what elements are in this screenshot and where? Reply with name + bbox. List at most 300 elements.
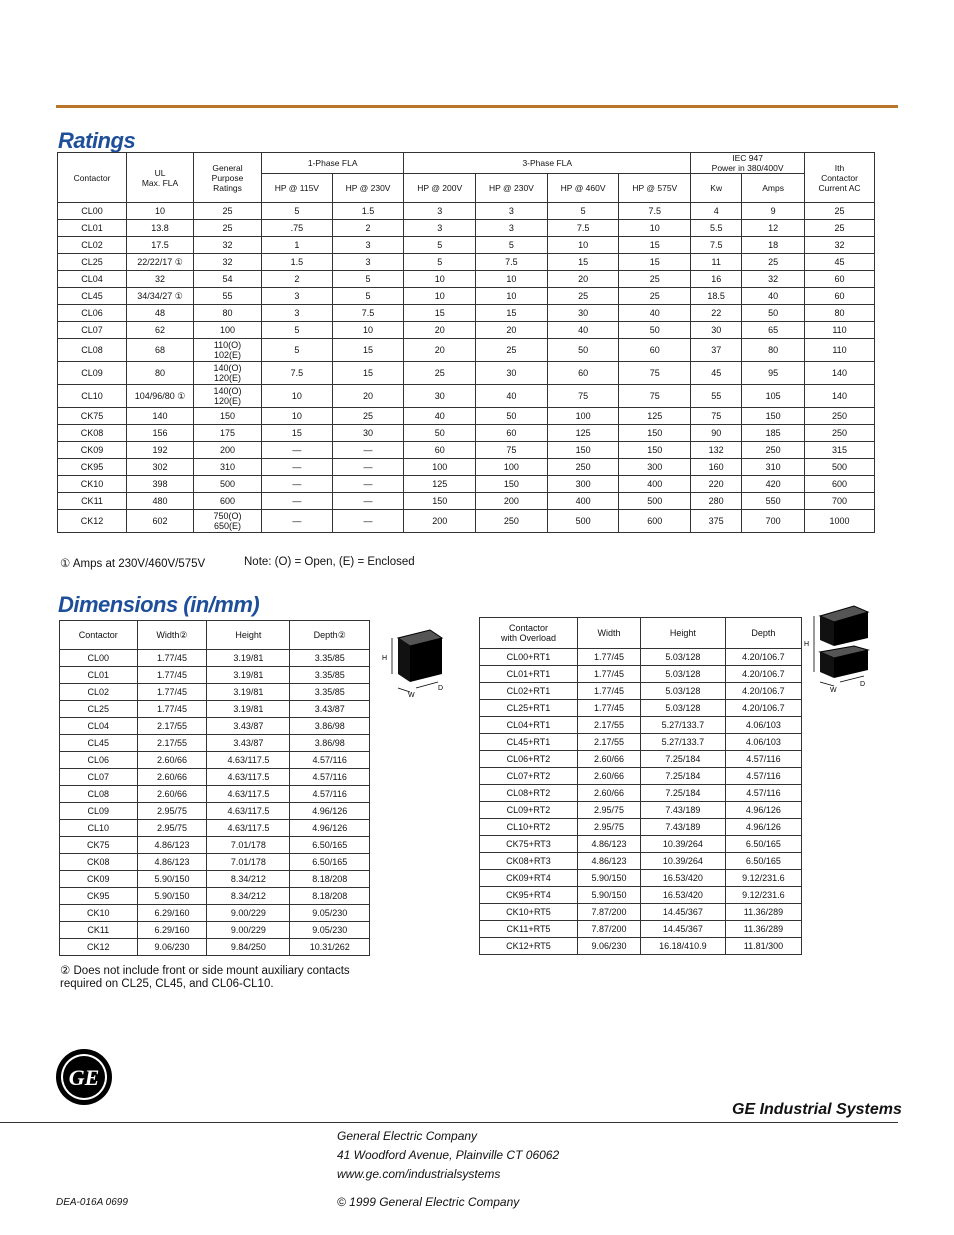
table-cell: 5 xyxy=(404,254,476,271)
table-cell: CL07 xyxy=(58,322,127,339)
table-cell: 55 xyxy=(194,288,262,305)
ratings-row xyxy=(58,339,875,362)
overload-row xyxy=(480,870,802,887)
table-cell: 3.43/87 xyxy=(290,701,370,718)
table-cell: 2.17/55 xyxy=(137,718,207,735)
table-cell: CL04 xyxy=(60,718,138,735)
table-cell: CK08+RT3 xyxy=(480,853,578,870)
table-cell: 32 xyxy=(194,254,262,271)
table-cell: 104/96/80 ① xyxy=(127,385,194,408)
table-cell: 40 xyxy=(619,305,691,322)
table-cell: 16.18/410.9 xyxy=(640,938,725,955)
table-cell: 10 xyxy=(619,220,691,237)
brand-name: GE Industrial Systems xyxy=(732,1101,902,1118)
dimensions-row xyxy=(60,922,370,939)
table-cell: CL09 xyxy=(60,803,138,820)
table-cell: CK75 xyxy=(60,837,138,854)
table-cell: 3.35/85 xyxy=(290,684,370,701)
table-cell: 310 xyxy=(194,459,262,476)
table-cell: 132 xyxy=(691,442,742,459)
table-cell: 6.50/165 xyxy=(290,837,370,854)
table-cell: 4.63/117.5 xyxy=(207,752,290,769)
table-cell: 600 xyxy=(194,493,262,510)
table-cell: 100 xyxy=(194,322,262,339)
dimensions-row xyxy=(60,871,370,888)
table-cell: 80 xyxy=(742,339,805,362)
table-cell: 9.05/230 xyxy=(290,905,370,922)
table-cell: 10 xyxy=(404,271,476,288)
table-cell: 3.43/87 xyxy=(207,735,290,752)
table-cell: CL02 xyxy=(60,684,138,701)
table-cell: 1 xyxy=(262,237,333,254)
table-cell: 3 xyxy=(332,254,404,271)
table-cell: 9.00/229 xyxy=(207,905,290,922)
overload-row xyxy=(480,734,802,751)
table-cell: 3.19/81 xyxy=(207,684,290,701)
table-cell: 100 xyxy=(404,459,476,476)
dimensions-row xyxy=(60,752,370,769)
cube2-w-label: W xyxy=(830,687,837,694)
dimensions-table xyxy=(59,620,370,956)
overload-row xyxy=(480,921,802,938)
col-contactor: Contactor xyxy=(58,153,127,203)
table-cell: 5 xyxy=(262,322,333,339)
table-cell: 2.60/66 xyxy=(137,769,207,786)
table-cell: 45 xyxy=(691,362,742,385)
column-header: Depth② xyxy=(290,621,370,650)
overload-row xyxy=(480,717,802,734)
table-cell: 1.77/45 xyxy=(137,667,207,684)
table-cell: 5 xyxy=(332,288,404,305)
table-cell: 250 xyxy=(547,459,619,476)
column-header: Width② xyxy=(137,621,207,650)
col-amps: Amps xyxy=(742,174,805,203)
table-cell: 10 xyxy=(547,237,619,254)
table-cell: 60 xyxy=(404,442,476,459)
overload-dimensions-table xyxy=(479,617,802,955)
table-cell: 4.63/117.5 xyxy=(207,820,290,837)
table-cell: 4.06/103 xyxy=(725,734,801,751)
table-cell: 4.86/123 xyxy=(577,836,640,853)
table-cell: 5.90/150 xyxy=(137,888,207,905)
table-cell: 5.90/150 xyxy=(577,887,640,904)
table-cell: — xyxy=(332,442,404,459)
table-cell: CK12 xyxy=(58,510,127,533)
table-cell: CL10+RT2 xyxy=(480,819,578,836)
table-cell: 22 xyxy=(691,305,742,322)
table-cell: 1.77/45 xyxy=(577,700,640,717)
table-cell: 140 xyxy=(127,408,194,425)
table-cell: 9.05/230 xyxy=(290,922,370,939)
table-cell: 18.5 xyxy=(691,288,742,305)
table-cell: 34/34/27 ① xyxy=(127,288,194,305)
table-cell: 55 xyxy=(691,385,742,408)
table-cell: 40 xyxy=(547,322,619,339)
table-cell: 500 xyxy=(194,476,262,493)
table-cell: 315 xyxy=(805,442,875,459)
table-cell: 140 xyxy=(805,362,875,385)
column-header: Contactor xyxy=(60,621,138,650)
table-cell: — xyxy=(262,442,333,459)
table-cell: 15 xyxy=(619,237,691,254)
table-cell: 700 xyxy=(805,493,875,510)
overload-row xyxy=(480,700,802,717)
table-cell: 150 xyxy=(404,493,476,510)
overload-row xyxy=(480,904,802,921)
table-cell: 140(O) 120(E) xyxy=(194,362,262,385)
ratings-row xyxy=(58,203,875,220)
table-cell: 4.96/126 xyxy=(725,819,801,836)
table-cell: 15 xyxy=(332,362,404,385)
table-cell: 7.25/184 xyxy=(640,751,725,768)
table-cell: CL07+RT2 xyxy=(480,768,578,785)
table-cell: 400 xyxy=(547,493,619,510)
table-cell: 400 xyxy=(619,476,691,493)
col-kw: Kw xyxy=(691,174,742,203)
table-cell: 2.95/75 xyxy=(577,802,640,819)
ratings-row xyxy=(58,362,875,385)
table-cell: 4.86/123 xyxy=(137,854,207,871)
table-cell: — xyxy=(262,476,333,493)
table-cell: CK09+RT4 xyxy=(480,870,578,887)
table-cell: 150 xyxy=(476,476,548,493)
table-cell: CK12+RT5 xyxy=(480,938,578,955)
table-cell: 3 xyxy=(404,203,476,220)
table-cell: CL09+RT2 xyxy=(480,802,578,819)
overload-row xyxy=(480,649,802,666)
table-cell: 156 xyxy=(127,425,194,442)
table-cell: 2.95/75 xyxy=(577,819,640,836)
table-cell: 40 xyxy=(742,288,805,305)
table-cell: 5.03/128 xyxy=(640,666,725,683)
table-cell: 7.01/178 xyxy=(207,854,290,871)
table-cell: 75 xyxy=(691,408,742,425)
table-cell: 13.8 xyxy=(127,220,194,237)
table-cell: CL09 xyxy=(58,362,127,385)
table-cell: 2.60/66 xyxy=(137,786,207,803)
table-cell: CL10 xyxy=(60,820,138,837)
table-cell: 75 xyxy=(476,442,548,459)
table-cell: 80 xyxy=(127,362,194,385)
table-cell: CL45+RT1 xyxy=(480,734,578,751)
table-cell: CK12 xyxy=(60,939,138,956)
table-cell: 375 xyxy=(691,510,742,533)
table-cell: CK11 xyxy=(60,922,138,939)
table-cell: 175 xyxy=(194,425,262,442)
table-cell: 10.39/264 xyxy=(640,853,725,870)
col-hp575: HP @ 575V xyxy=(619,174,691,203)
table-cell: 5 xyxy=(476,237,548,254)
table-cell: 480 xyxy=(127,493,194,510)
table-cell: 7.01/178 xyxy=(207,837,290,854)
table-cell: 3.19/81 xyxy=(207,701,290,718)
table-cell: 3 xyxy=(476,203,548,220)
table-cell: 5 xyxy=(404,237,476,254)
table-cell: 500 xyxy=(547,510,619,533)
dimensions-row xyxy=(60,939,370,956)
table-cell: 14.45/367 xyxy=(640,921,725,938)
table-cell: 200 xyxy=(404,510,476,533)
table-cell: 1000 xyxy=(805,510,875,533)
table-cell: 62 xyxy=(127,322,194,339)
col-hp115: HP @ 115V xyxy=(262,174,333,203)
table-cell: CL06 xyxy=(58,305,127,322)
table-cell: 90 xyxy=(691,425,742,442)
table-cell: 50 xyxy=(619,322,691,339)
table-cell: 15 xyxy=(619,254,691,271)
table-cell: CL00 xyxy=(60,650,138,667)
table-cell: 125 xyxy=(619,408,691,425)
overload-row xyxy=(480,819,802,836)
table-cell: 2 xyxy=(262,271,333,288)
table-cell: 2.60/66 xyxy=(577,751,640,768)
table-cell: 54 xyxy=(194,271,262,288)
table-cell: 500 xyxy=(619,493,691,510)
table-cell: 600 xyxy=(619,510,691,533)
overload-row xyxy=(480,887,802,904)
table-cell: 2.17/55 xyxy=(137,735,207,752)
table-cell: 550 xyxy=(742,493,805,510)
table-cell: 32 xyxy=(127,271,194,288)
table-cell: CL04+RT1 xyxy=(480,717,578,734)
table-cell: 700 xyxy=(742,510,805,533)
table-cell: 1.77/45 xyxy=(577,666,640,683)
table-cell: 4.96/126 xyxy=(290,803,370,820)
table-cell: 7.43/189 xyxy=(640,819,725,836)
table-cell: 1.5 xyxy=(262,254,333,271)
table-cell: 2.95/75 xyxy=(137,820,207,837)
table-cell: 3.86/98 xyxy=(290,718,370,735)
table-cell: 10.39/264 xyxy=(640,836,725,853)
table-cell: 750(O) 650(E) xyxy=(194,510,262,533)
table-cell: 3 xyxy=(332,237,404,254)
table-cell: 32 xyxy=(742,271,805,288)
table-cell: 25 xyxy=(619,271,691,288)
table-cell: 8.18/208 xyxy=(290,888,370,905)
dimensions-row xyxy=(60,684,370,701)
table-cell: 16.53/420 xyxy=(640,870,725,887)
table-cell: 7.5 xyxy=(619,203,691,220)
col-hp230b: HP @ 230V xyxy=(476,174,548,203)
ratings-heading: Ratings xyxy=(58,128,136,153)
table-cell: 250 xyxy=(742,442,805,459)
table-cell: 4.20/106.7 xyxy=(725,683,801,700)
table-cell: 25 xyxy=(476,339,548,362)
table-cell: 10 xyxy=(262,408,333,425)
table-cell: 25 xyxy=(805,220,875,237)
table-cell: 1.5 xyxy=(332,203,404,220)
table-cell: 4 xyxy=(691,203,742,220)
column-header: Height xyxy=(640,618,725,649)
table-cell: 150 xyxy=(742,408,805,425)
table-cell: 192 xyxy=(127,442,194,459)
table-cell: — xyxy=(262,493,333,510)
table-cell: 110 xyxy=(805,322,875,339)
table-cell: 4.86/123 xyxy=(137,837,207,854)
table-cell: 40 xyxy=(476,385,548,408)
ratings-row xyxy=(58,322,875,339)
table-cell: 5.90/150 xyxy=(137,871,207,888)
table-cell: 15 xyxy=(547,254,619,271)
company-website[interactable]: www.ge.com/industrialsystems xyxy=(337,1167,501,1181)
table-cell: 7.5 xyxy=(476,254,548,271)
table-cell: CL45 xyxy=(60,735,138,752)
table-cell: 9.00/229 xyxy=(207,922,290,939)
table-cell: 10 xyxy=(476,271,548,288)
table-cell: CK09 xyxy=(58,442,127,459)
dimensions-row xyxy=(60,786,370,803)
table-cell: 300 xyxy=(547,476,619,493)
table-cell: 3 xyxy=(476,220,548,237)
table-cell: 7.5 xyxy=(547,220,619,237)
ratings-row xyxy=(58,385,875,408)
table-cell: CK08 xyxy=(58,425,127,442)
table-cell: 110(O) 102(E) xyxy=(194,339,262,362)
table-cell: 1.77/45 xyxy=(137,650,207,667)
table-cell: CL01 xyxy=(58,220,127,237)
overload-row xyxy=(480,683,802,700)
table-cell: .75 xyxy=(262,220,333,237)
table-cell: 9.12/231.6 xyxy=(725,887,801,904)
document-code: DEA-016A 0699 xyxy=(56,1197,128,1208)
table-cell: CK09 xyxy=(60,871,138,888)
table-cell: CL02+RT1 xyxy=(480,683,578,700)
ratings-note: Note: (O) = Open, (E) = Enclosed xyxy=(244,556,415,568)
overload-row xyxy=(480,666,802,683)
table-cell: 30 xyxy=(476,362,548,385)
table-cell: 50 xyxy=(547,339,619,362)
dimensions-row xyxy=(60,735,370,752)
table-cell: 7.5 xyxy=(332,305,404,322)
ge-logo-icon xyxy=(55,1048,113,1106)
table-cell: 100 xyxy=(476,459,548,476)
table-cell: 105 xyxy=(742,385,805,408)
table-cell: 25 xyxy=(619,288,691,305)
table-cell: CL07 xyxy=(60,769,138,786)
table-cell: 48 xyxy=(127,305,194,322)
ratings-row xyxy=(58,493,875,510)
ratings-row xyxy=(58,459,875,476)
table-cell: 4.57/116 xyxy=(725,785,801,802)
ratings-row xyxy=(58,237,875,254)
table-cell: 4.86/123 xyxy=(577,853,640,870)
table-cell: 3 xyxy=(262,305,333,322)
table-cell: 6.50/165 xyxy=(725,853,801,870)
table-cell: 2.60/66 xyxy=(577,768,640,785)
contactor-overload-cube-diagram xyxy=(804,602,876,694)
table-cell: 1.77/45 xyxy=(137,684,207,701)
table-cell: 3.86/98 xyxy=(290,735,370,752)
table-cell: 30 xyxy=(404,385,476,408)
table-cell: 25 xyxy=(404,362,476,385)
table-cell: 50 xyxy=(476,408,548,425)
table-cell: 9.84/250 xyxy=(207,939,290,956)
table-cell: 20 xyxy=(332,385,404,408)
table-cell: 30 xyxy=(332,425,404,442)
dimensions-row xyxy=(60,820,370,837)
table-cell: 302 xyxy=(127,459,194,476)
cube-h-label: H xyxy=(382,655,388,662)
table-cell: — xyxy=(262,459,333,476)
table-cell: 2.17/55 xyxy=(577,734,640,751)
ratings-footnote: ① Amps at 230V/460V/575V xyxy=(60,558,206,570)
table-cell: 5.03/128 xyxy=(640,700,725,717)
table-cell: 420 xyxy=(742,476,805,493)
table-cell: — xyxy=(332,459,404,476)
table-cell: 398 xyxy=(127,476,194,493)
table-cell: CK95+RT4 xyxy=(480,887,578,904)
table-cell: 9 xyxy=(742,203,805,220)
table-cell: 60 xyxy=(547,362,619,385)
table-cell: 602 xyxy=(127,510,194,533)
table-cell: 9.06/230 xyxy=(137,939,207,956)
table-cell: 6.29/160 xyxy=(137,922,207,939)
col-ith: Ith Contactor Current AC xyxy=(805,153,875,203)
table-cell: 4.57/116 xyxy=(725,751,801,768)
table-cell: 10 xyxy=(332,322,404,339)
table-cell: CL00+RT1 xyxy=(480,649,578,666)
table-cell: 3 xyxy=(404,220,476,237)
table-cell: CL01 xyxy=(60,667,138,684)
dimensions-heading: Dimensions (in/mm) xyxy=(58,592,260,617)
table-cell: 60 xyxy=(476,425,548,442)
table-cell: CK95 xyxy=(58,459,127,476)
table-cell: CK11 xyxy=(58,493,127,510)
table-cell: 3.35/85 xyxy=(290,667,370,684)
table-cell: 5.03/128 xyxy=(640,683,725,700)
col-ul: UL Max. FLA xyxy=(127,153,194,203)
copyright: © 1999 General Electric Company xyxy=(337,1195,520,1209)
col-1phase: 1-Phase FLA xyxy=(262,153,404,174)
table-cell: 160 xyxy=(691,459,742,476)
table-cell: 10 xyxy=(404,288,476,305)
table-cell: 5 xyxy=(332,271,404,288)
table-cell: 125 xyxy=(404,476,476,493)
table-cell: 68 xyxy=(127,339,194,362)
table-cell: 32 xyxy=(805,237,875,254)
table-cell: 150 xyxy=(547,442,619,459)
table-cell: 150 xyxy=(619,442,691,459)
table-cell: 4.63/117.5 xyxy=(207,769,290,786)
dimensions-row xyxy=(60,718,370,735)
table-cell: — xyxy=(332,493,404,510)
table-cell: 16.53/420 xyxy=(640,887,725,904)
cube-d-label: D xyxy=(438,685,444,692)
table-cell: 4.20/106.7 xyxy=(725,649,801,666)
table-cell: 310 xyxy=(742,459,805,476)
overload-row xyxy=(480,938,802,955)
table-cell: CL10 xyxy=(58,385,127,408)
table-cell: 6.50/165 xyxy=(725,836,801,853)
table-cell: 4.63/117.5 xyxy=(207,803,290,820)
table-cell: 15 xyxy=(476,305,548,322)
table-cell: 14.45/367 xyxy=(640,904,725,921)
table-cell: 6.29/160 xyxy=(137,905,207,922)
ratings-row xyxy=(58,476,875,493)
table-cell: 4.20/106.7 xyxy=(725,666,801,683)
table-cell: 1.77/45 xyxy=(137,701,207,718)
table-cell: 25 xyxy=(332,408,404,425)
table-cell: 600 xyxy=(805,476,875,493)
table-cell: 4.57/116 xyxy=(290,786,370,803)
table-cell: 7.5 xyxy=(691,237,742,254)
table-cell: 3 xyxy=(262,288,333,305)
table-cell: 140(O) 120(E) xyxy=(194,385,262,408)
table-cell: 7.87/200 xyxy=(577,904,640,921)
company-address: 41 Woodford Avenue, Plainville CT 06062 xyxy=(337,1148,560,1162)
ratings-table xyxy=(57,152,875,533)
table-cell: 95 xyxy=(742,362,805,385)
